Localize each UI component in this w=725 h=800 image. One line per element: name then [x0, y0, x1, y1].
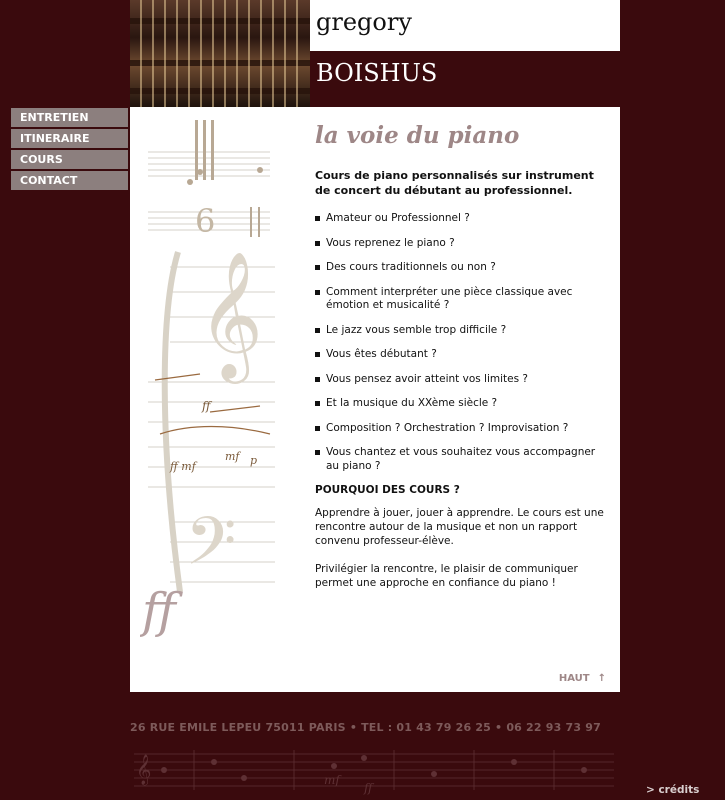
list-item: Et la musique du XXème siècle ? — [315, 397, 605, 411]
nav-item-entretien[interactable]: ENTRETIEN — [11, 108, 128, 127]
why-heading: POURQUOI DES COURS ? — [315, 484, 460, 496]
svg-text:mf: mf — [324, 773, 340, 787]
content-panel — [130, 107, 620, 692]
last-name: BOISHUS — [316, 59, 438, 87]
lead-paragraph: Cours de piano personnalisés sur instrument de concert du débutant au professionnel. — [315, 169, 594, 197]
svg-text:𝄞: 𝄞 — [198, 250, 264, 378]
back-to-top-link[interactable] — [559, 673, 606, 684]
page-title: la voie du piano — [315, 122, 520, 149]
svg-text:6: 6 — [195, 202, 216, 240]
list-item: Vous reprenez le piano ? — [315, 237, 605, 251]
footer-sheet-music-decoration — [134, 740, 614, 800]
sheet-music-illustration — [140, 112, 275, 637]
list-item: Composition ? Orchestration ? Improvisation ? — [315, 422, 605, 436]
piano-interior-photo — [130, 0, 310, 107]
credits-link[interactable]: > crédits — [646, 784, 700, 796]
list-item: Le jazz vous semble trop difficile ? — [315, 324, 605, 338]
question-list — [315, 212, 605, 473]
back-to-top-label: HAUT — [558, 673, 590, 684]
paragraph-1: Apprendre à jouer, jouer à apprendre. Le cours est une rencontre autour de la musique et non un rapport convenu professeur-élève. — [315, 507, 604, 547]
nav-item-cours[interactable]: COURS — [11, 150, 128, 169]
nav-item-itineraire[interactable]: ITINERAIRE — [11, 129, 128, 148]
svg-text:𝄢: 𝄢 — [185, 503, 237, 596]
list-item: Vous pensez avoir atteint vos limites ? — [315, 373, 605, 387]
svg-text:ff: ff — [142, 583, 177, 637]
site-title-first-name — [310, 0, 620, 51]
svg-text:ff mf: ff mf — [170, 460, 196, 473]
list-item: Comment interpréter une pièce classique avec émotion et musicalité ? — [315, 286, 605, 313]
list-item: Vous chantez et vous souhaitez vous accompagner au piano ? — [315, 446, 605, 473]
list-item: Vous êtes débutant ? — [315, 348, 605, 362]
paragraph-2: Privilégier la rencontre, le plaisir de communiquer permet une approche en confiance du piano ! — [315, 563, 578, 589]
nav-item-contact[interactable]: CONTACT — [11, 171, 128, 190]
contact-address: 26 RUE EMILE LEPEU 75011 PARIS • TEL : 01 43 79 26 25 • 06 22 93 73 97 — [130, 721, 601, 734]
main-nav — [11, 108, 128, 192]
svg-text:𝄞: 𝄞 — [136, 755, 152, 785]
list-item: Amateur ou Professionnel ? — [315, 212, 605, 226]
main-text — [315, 122, 605, 604]
list-item: Des cours traditionnels ou non ? — [315, 261, 605, 275]
arrow-up-icon: ↑ — [597, 673, 606, 684]
svg-text:mf: mf — [225, 450, 240, 463]
site-title-last-name — [310, 51, 620, 107]
svg-text:ff: ff — [364, 781, 373, 795]
first-name: gregory — [316, 8, 412, 36]
svg-text:ff: ff — [202, 399, 211, 413]
svg-text:p: p — [250, 454, 258, 467]
